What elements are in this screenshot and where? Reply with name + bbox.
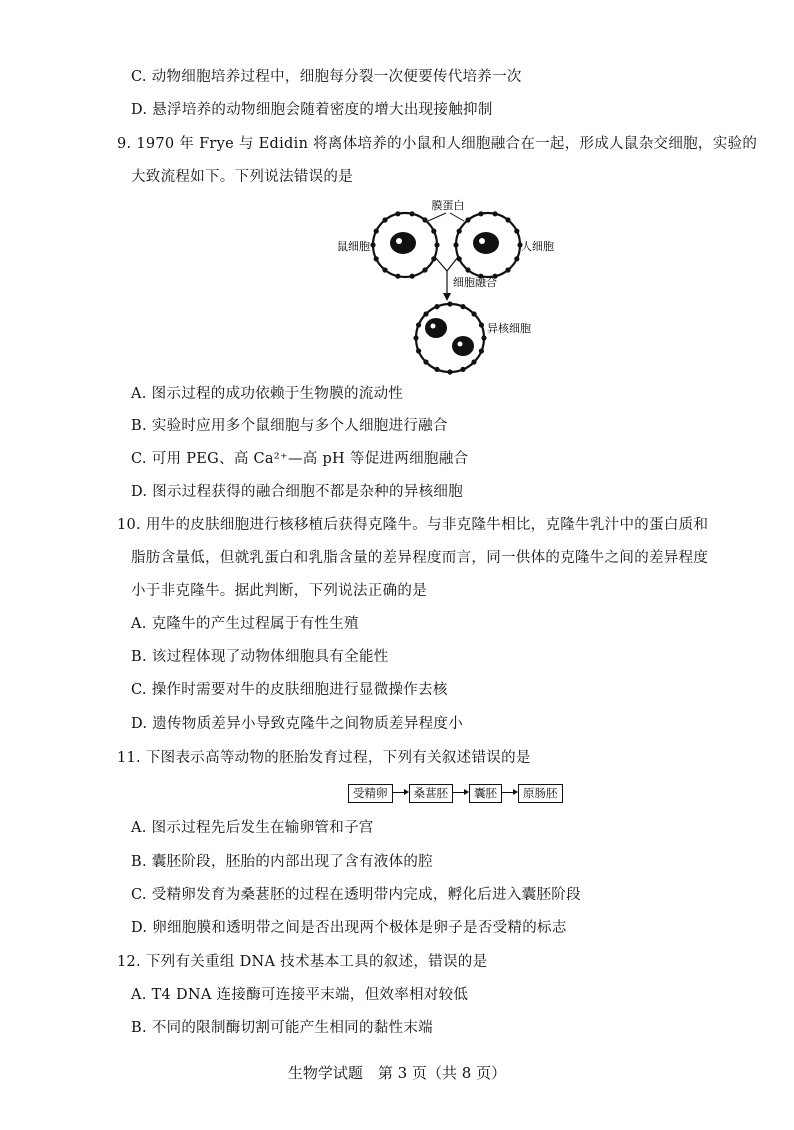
membrane-protein-dot [460, 367, 465, 372]
human-cell-label: 人细胞 [521, 240, 554, 253]
flow-step-zygote: 受精卵 [348, 784, 393, 803]
q10-stem-line1: 10. 用牛的皮肤细胞进行核移植后获得克隆牛。与非克隆牛相比，克隆牛乳汁中的蛋白质和 [117, 517, 709, 533]
q10-option-a: A. 克隆牛的产生过程属于有性生殖 [131, 616, 359, 632]
q9-stem-line1: 9. 1970 年 Frye 与 Edidin 将离体培养的小鼠和人细胞融合在一起，形成人鼠杂交细胞，实验的 [117, 136, 758, 152]
membrane-protein-dot [493, 211, 498, 216]
q10-option-c: C. 操作时需要对牛的皮肤细胞进行显微操作去核 [131, 682, 448, 698]
heterokaryon-cell-diagram [413, 301, 486, 374]
membrane-protein-dot [422, 217, 427, 222]
membrane-protein-dot [447, 301, 452, 306]
membrane-protein-dot [434, 242, 439, 247]
q12-option-a: A. T4 DNA 连接酶可连接平末端，但效率相对较低 [131, 987, 469, 1003]
q9-option-b: B. 实验时应用多个鼠细胞与多个人细胞进行融合 [131, 418, 448, 434]
membrane-protein-dot [460, 304, 465, 309]
mouse-cell-diagram [370, 211, 439, 279]
membrane-protein-dot [416, 348, 421, 353]
membrane-protein-dot [465, 267, 470, 272]
membrane-protein-dot [457, 229, 462, 234]
q12-option-b: B. 不同的限制酶切割可能产生相同的黏性末端 [131, 1020, 433, 1036]
membrane-protein-dot [431, 229, 436, 234]
membrane-protein-dot [382, 267, 387, 272]
q9-option-d: D. 图示过程获得的融合细胞不都是杂种的异核细胞 [131, 484, 464, 500]
q11-option-a: A. 图示过程先后发生在输卵管和子宫 [131, 820, 374, 836]
membrane-protein-dot [447, 369, 452, 374]
membrane-protein-dot [479, 348, 484, 353]
membrane-protein-dot [465, 217, 470, 222]
membrane-protein-dot [453, 242, 458, 247]
membrane-protein-label: 膜蛋白 [431, 199, 465, 212]
q11-option-d: D. 卵细胞膜和透明带之间是否出现两个极体是卵子是否受精的标志 [131, 920, 567, 936]
q10-stem-line3: 小于非克隆牛。据此判断，下列说法正确的是 [131, 583, 427, 599]
q11-option-b: B. 囊胚阶段，胚胎的内部出现了含有液体的腔 [131, 854, 433, 870]
membrane-protein-dot [471, 359, 476, 364]
q9-option-a: A. 图示过程的成功依赖于生物膜的流动性 [131, 386, 404, 402]
embryo-development-flowchart [348, 783, 563, 803]
membrane-protein-dot [410, 211, 415, 216]
membrane-protein-dot [423, 359, 428, 364]
page-footer: 生物学试题 第 3 页（共 8 页） [287, 1064, 507, 1082]
membrane-protein-dot [422, 267, 427, 272]
membrane-protein-dot [382, 217, 387, 222]
membrane-protein-dot [395, 274, 400, 279]
q11-stem: 11. 下图表示高等动物的胚胎发育过程，下列有关叙述错误的是 [117, 750, 531, 766]
q9-stem-line2: 大致流程如下。下列说法错误的是 [131, 169, 353, 185]
flow-arrow-icon [453, 792, 469, 794]
membrane-protein-dot [413, 335, 418, 340]
membrane-protein-dot [505, 267, 510, 272]
q10-stem-line2: 脂肪含量低，但就乳蛋白和乳脂含量的差异程度而言，同一供体的克隆牛之间的差异程度 [131, 550, 709, 566]
membrane-protein-dot [370, 242, 375, 247]
membrane-protein-dot [374, 256, 379, 261]
cell-fusion-label: 细胞融合 [453, 276, 497, 289]
q8-option-d: D. 悬浮培养的动物细胞会随着密度的增大出现接触抑制 [131, 102, 493, 118]
membrane-protein-dot [423, 311, 428, 316]
q11-option-c: C. 受精卵发育为桑葚胚的过程在透明带内完成，孵化后进入囊胚阶段 [131, 887, 581, 903]
flow-arrow-icon [502, 792, 518, 794]
membrane-protein-dot [514, 256, 519, 261]
q10-option-b: B. 该过程体现了动物体细胞具有全能性 [131, 649, 389, 665]
membrane-protein-dot [395, 211, 400, 216]
heterokaryon-label: 异核细胞 [487, 322, 531, 335]
membrane-protein-dot [478, 211, 483, 216]
mouse-cell-label: 鼠细胞 [337, 240, 370, 253]
membrane-protein-dot [505, 217, 510, 222]
cell-fusion-diagram [330, 195, 554, 385]
flow-step-morula: 桑葚胚 [409, 784, 454, 803]
flow-step-blastocyst: 囊胚 [469, 784, 502, 803]
membrane-protein-dot [481, 335, 486, 340]
membrane-protein-dot [434, 304, 439, 309]
membrane-protein-dot [374, 229, 379, 234]
flow-step-gastrula: 原肠胚 [518, 784, 563, 803]
q12-stem: 12. 下列有关重组 DNA 技术基本工具的叙述，错误的是 [117, 954, 488, 970]
membrane-protein-dot [410, 274, 415, 279]
membrane-protein-dot [514, 229, 519, 234]
q8-option-c: C. 动物细胞培养过程中，细胞每分裂一次便要传代培养一次 [131, 69, 522, 85]
q9-option-c: C. 可用 PEG、高 Ca²⁺—高 pH 等促进两细胞融合 [131, 451, 469, 467]
q10-option-d: D. 遗传物质差异小导致克隆牛之间物质差异程度小 [131, 716, 464, 732]
flow-arrow-icon [393, 792, 409, 794]
membrane-protein-dot [416, 322, 421, 327]
membrane-protein-dot [471, 311, 476, 316]
membrane-protein-dot [479, 322, 484, 327]
membrane-protein-dot [434, 367, 439, 372]
